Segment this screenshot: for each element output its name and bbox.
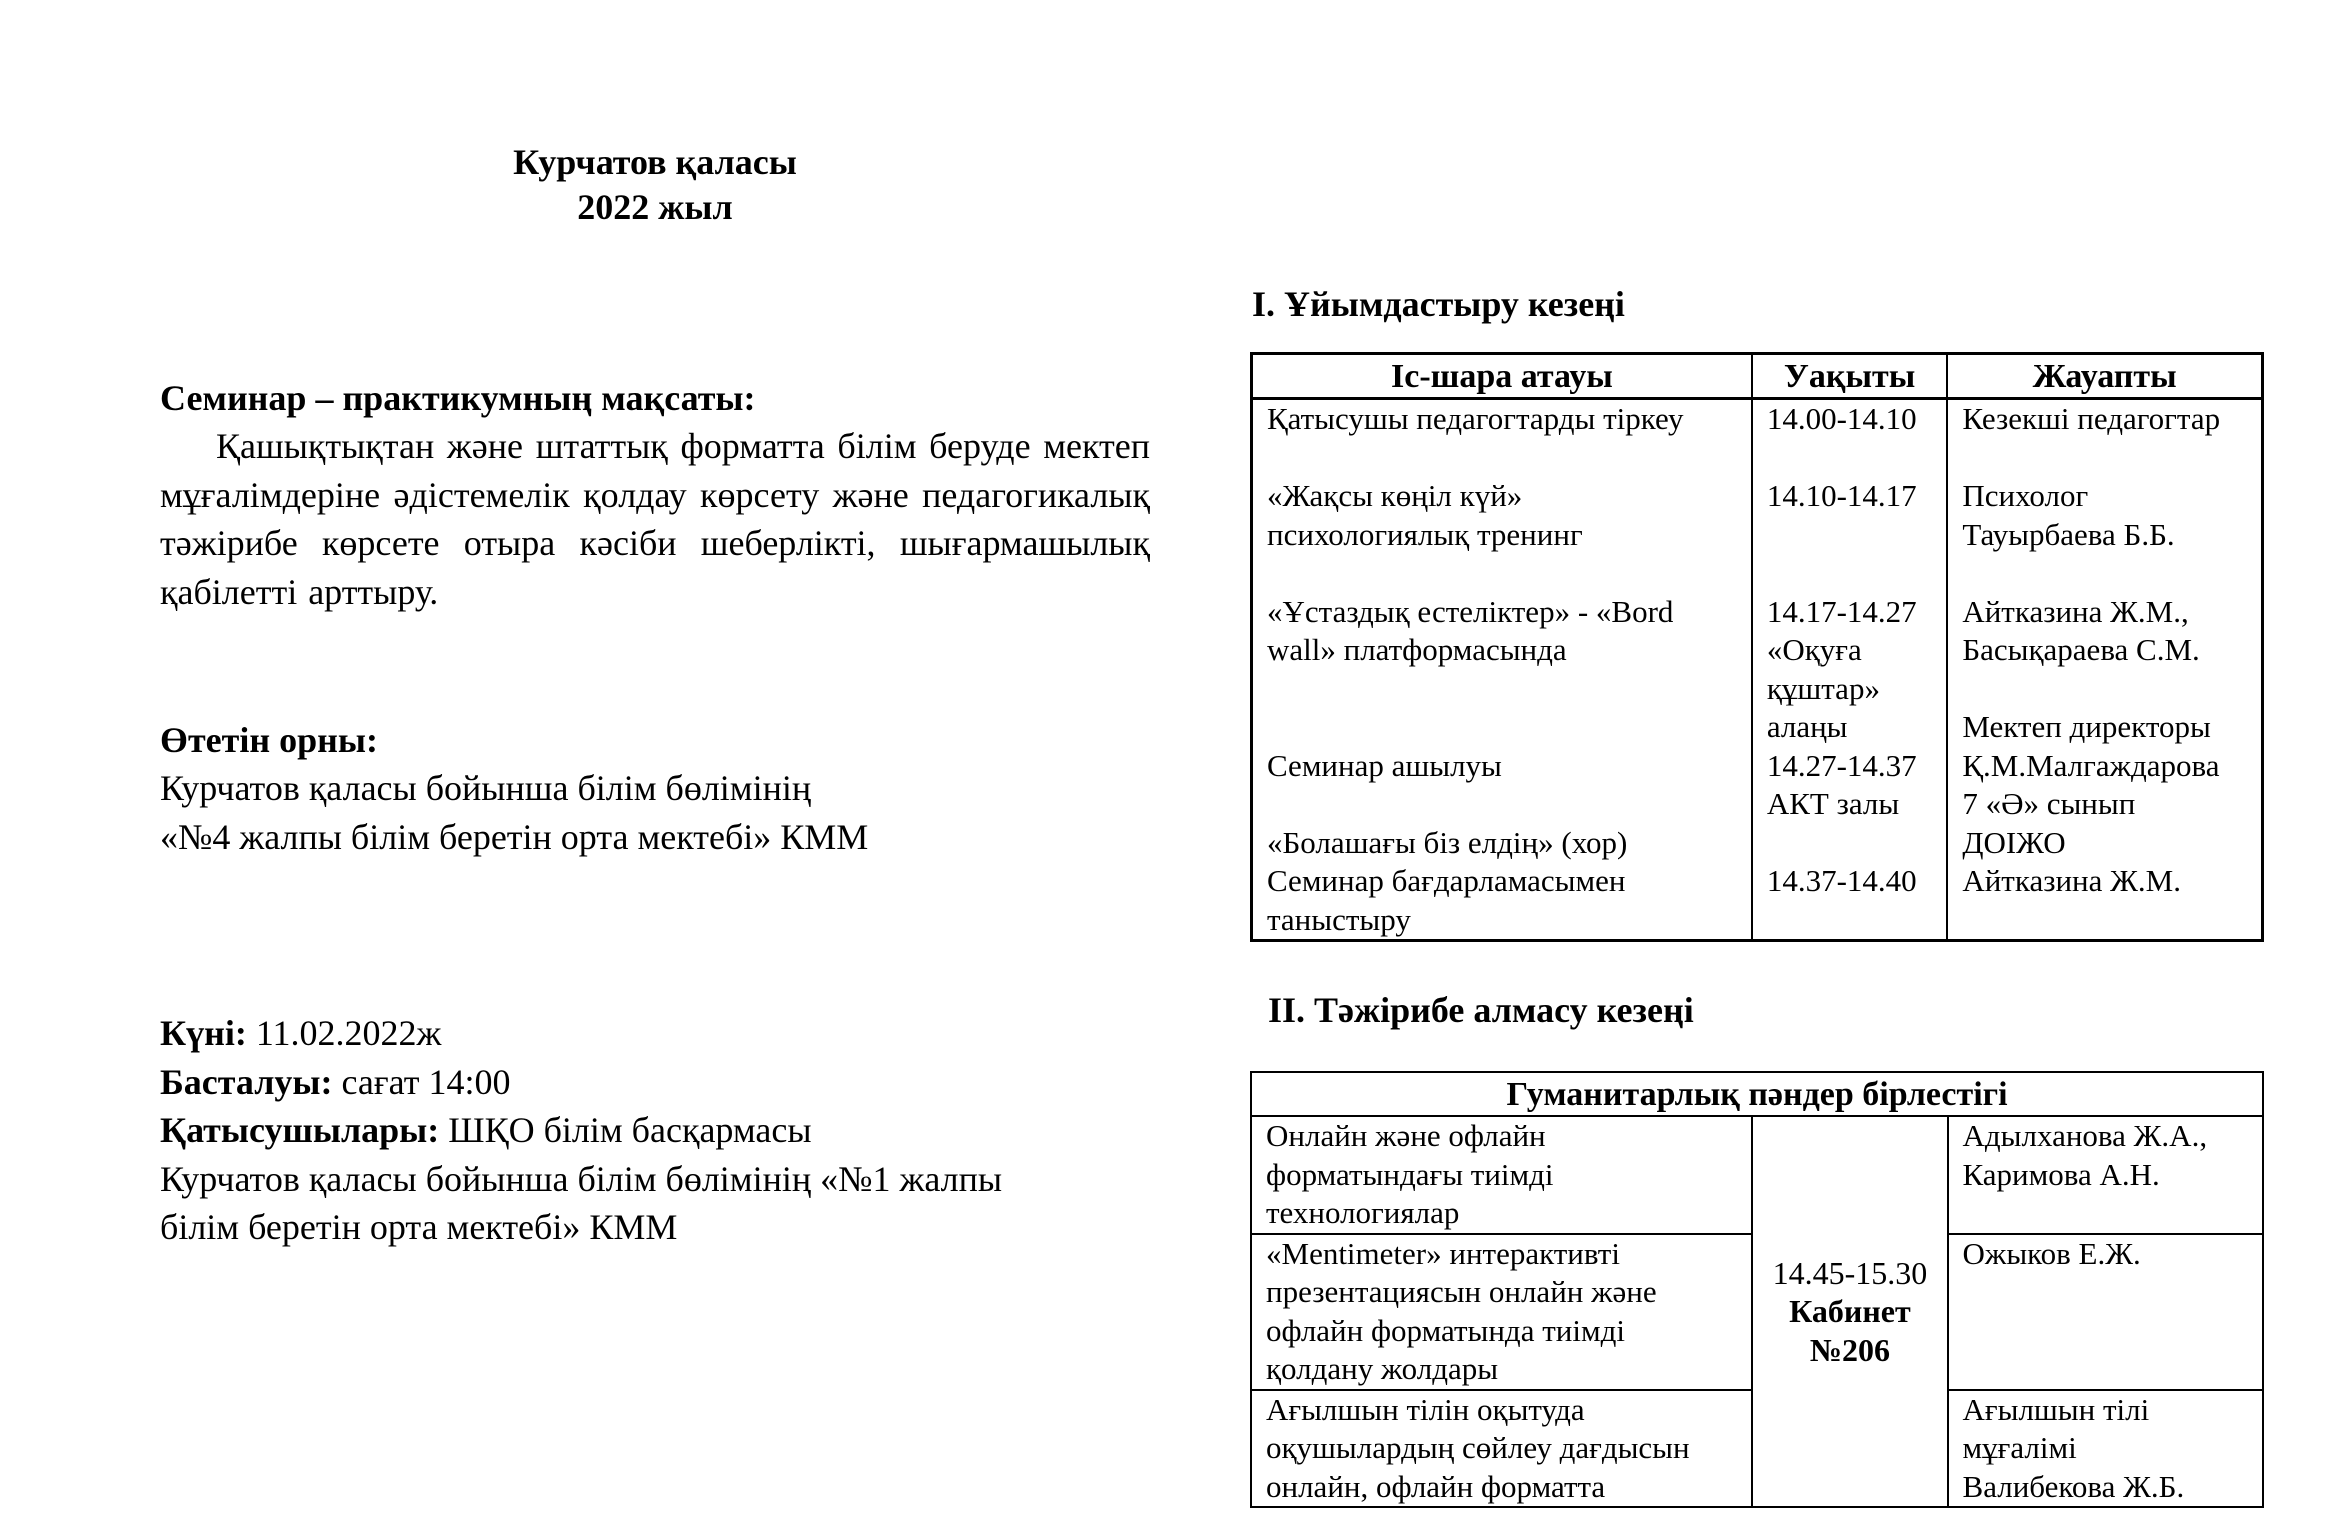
group-title: Гуманитарлық пәндер бірлестігі <box>1251 1072 2263 1116</box>
blank-line <box>1767 516 1933 555</box>
blank-line <box>1267 785 1737 824</box>
responsible-line: Қ.М.Малгаждарова <box>1962 747 2220 783</box>
place-text <box>160 764 1150 861</box>
date-line <box>160 1009 1150 1058</box>
goal-text: Қашықтықтан және штаттық форматта білім беруде мектеп мұғалімдеріне әдістемелік қолдау көрсету және педагогикалық тәжірибе көрсете отыра кәсіби шеберлікті, шығармашылық қабілетті арттыру. <box>160 426 1150 612</box>
topic-cell <box>1251 1390 1752 1508</box>
table-row <box>1252 399 2263 941</box>
city-title: Курчатов қаласы <box>513 142 797 182</box>
year-title: 2022 жыл <box>577 187 733 227</box>
topic-line: қолдану жолдары <box>1266 1351 1499 1386</box>
responsible-line: Валибекова Ж.Б. <box>1962 1468 2185 1504</box>
responsible-line: Айтказина Ж.М. <box>1962 863 2181 898</box>
participants-line <box>160 1106 1150 1155</box>
responsible-line: Айтказина Ж.М., <box>1962 593 2189 629</box>
column-header-event: Іс-шара атауы <box>1252 354 1752 399</box>
blank-line <box>1962 439 2247 478</box>
blank-line <box>1962 670 2247 709</box>
responsible-line: мұғалімі <box>1962 1430 2077 1465</box>
event-line: «Жақсы көңіл күй» <box>1267 478 1523 513</box>
responsible-cell <box>1948 1390 2263 1508</box>
responsible-line: Мектеп директоры <box>1962 709 2211 744</box>
blank-line <box>1767 554 1933 593</box>
section2-heading: II. Тәжірибе алмасу кезеңі <box>1268 990 1694 1030</box>
topic-line: «Mentimeter» интерактивті <box>1266 1235 1620 1271</box>
goal-heading: Семинар – практикумның мақсаты: <box>160 378 756 418</box>
responsible-line: Ағылшын тілі <box>1962 1391 2150 1427</box>
event-line: Қатысушы педагогтарды тіркеу <box>1267 401 1684 436</box>
responsible-line: ДОІЖО <box>1962 824 2066 860</box>
time-room-cell <box>1752 1116 1947 1507</box>
time-line: алаңы <box>1766 709 1848 744</box>
blank-line <box>1767 439 1933 478</box>
topic-line: технологиялар <box>1266 1195 1460 1230</box>
time-line: 14.00-14.10 <box>1766 401 1917 436</box>
column-header-responsible: Жауапты <box>1947 354 2262 399</box>
time-line: 14.37-14.40 <box>1766 863 1917 898</box>
participants-detail: Курчатов қаласы бойынша білім бөлімінің «№1 жалпы <box>160 1158 1003 1199</box>
event-line: «Ұстаздық естеліктер» - «Bord <box>1267 593 1674 629</box>
topic-cell <box>1251 1116 1752 1234</box>
table-row <box>1251 1116 2263 1234</box>
topic-line: онлайн, офлайн форматта <box>1266 1468 1606 1504</box>
start-value: сағат 14:00 <box>332 1061 511 1102</box>
blank-line <box>1962 554 2247 593</box>
place-line: Курчатов қаласы бойынша білім бөлімінің <box>160 768 812 808</box>
blank-line <box>1267 439 1737 478</box>
time-line: АКТ залы <box>1766 786 1900 821</box>
date-label: Күні: <box>160 1013 247 1053</box>
time-line: 14.17-14.27 <box>1766 593 1917 629</box>
place-heading: Өтетін орны: <box>160 720 378 760</box>
topic-line: Ағылшын тілін оқытуда <box>1266 1391 1585 1427</box>
blank-line <box>1267 708 1737 747</box>
time-line: 14.27-14.37 <box>1766 747 1917 783</box>
room-label: Кабинет <box>1789 1293 1911 1330</box>
event-line: таныстыру <box>1267 901 1411 937</box>
start-line <box>160 1058 1150 1107</box>
participants-label: Қатысушылары: <box>160 1110 440 1150</box>
start-label: Басталуы: <box>160 1061 333 1102</box>
event-line: психологиялық тренинг <box>1267 516 1583 552</box>
topic-line: оқушылардың сөйлеу дағдысын <box>1266 1430 1690 1465</box>
time-line: 14.10-14.17 <box>1766 478 1917 513</box>
responsible-line: Тауырбаева Б.Б. <box>1962 516 2175 552</box>
participants-detail: білім беретін орта мектебі» КММ <box>160 1207 678 1247</box>
experience-exchange-table <box>1250 1071 2264 1508</box>
column-header-time: Уақыты <box>1752 354 1948 399</box>
time-column-cell <box>1752 399 1948 941</box>
document-title <box>160 140 1150 230</box>
event-line: «Болашағы біз елдің» (хор) <box>1267 824 1628 860</box>
time-line: құштар» <box>1766 670 1880 706</box>
session-time: 14.45-15.30 <box>1772 1254 1928 1291</box>
group-title-row <box>1251 1072 2263 1116</box>
responsible-cell <box>1948 1116 2263 1234</box>
organization-stage-table <box>1250 352 2264 942</box>
responsible-line: Ожыков Е.Ж. <box>1962 1235 2141 1271</box>
blank-line <box>1267 670 1737 709</box>
blank-line <box>1962 901 2247 940</box>
responsible-cell <box>1948 1234 2263 1390</box>
event-line: Семинар бағдарламасымен <box>1267 863 1626 898</box>
participants-value: ШҚО білім басқармасы <box>439 1110 812 1150</box>
section1-heading: I. Ұйымдастыру кезеңі <box>1252 284 1625 324</box>
responsible-line: Каримова А.Н. <box>1962 1156 2160 1192</box>
blank-line <box>1267 554 1737 593</box>
room-number: №206 <box>1809 1331 1891 1368</box>
responsible-line: Адылханова Ж.А., <box>1962 1118 2208 1153</box>
date-value: 11.02.2022ж <box>246 1013 442 1053</box>
responsible-column-cell <box>1947 399 2262 941</box>
event-line: Семинар ашылуы <box>1267 747 1502 783</box>
topic-cell <box>1251 1234 1752 1390</box>
responsible-line: 7 «Ә» сынып <box>1962 786 2136 821</box>
responsible-line: Психолог <box>1962 478 2089 513</box>
time-line: «Оқуға <box>1766 632 1862 667</box>
event-meta <box>160 1009 1150 1252</box>
event-line: wall» платформасында <box>1267 632 1567 667</box>
table-header-row <box>1252 354 2263 399</box>
blank-line <box>1767 901 1933 940</box>
topic-line: презентациясын онлайн және <box>1266 1274 1657 1309</box>
event-column-cell <box>1252 399 1752 941</box>
topic-line: форматындағы тиімді <box>1266 1156 1554 1192</box>
topic-line: Онлайн және офлайн <box>1266 1118 1546 1153</box>
blank-line <box>1767 824 1933 863</box>
responsible-line: Кезекші педагогтар <box>1962 401 2221 436</box>
responsible-line: Басықараева С.М. <box>1962 632 2200 667</box>
place-line: «№4 жалпы білім беретін орта мектебі» КММ <box>160 816 869 857</box>
topic-line: офлайн форматында тиімді <box>1266 1312 1625 1348</box>
